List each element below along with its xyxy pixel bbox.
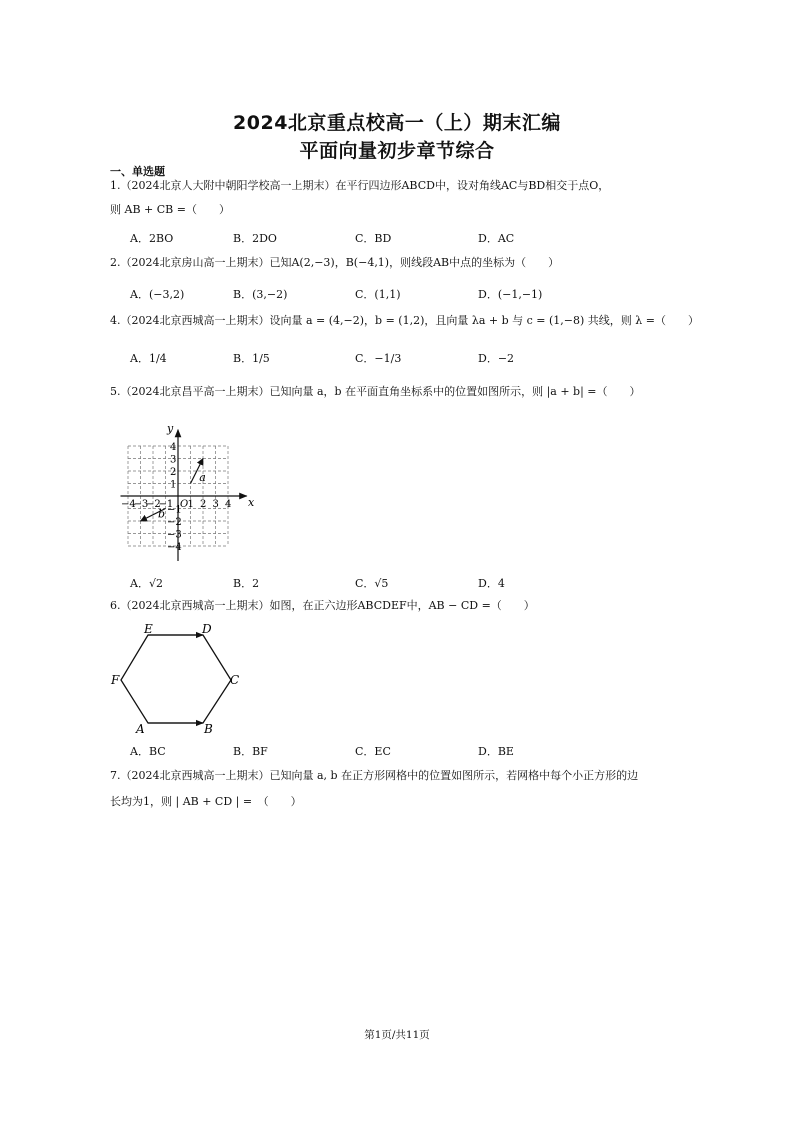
y-tick-label: 2: [170, 467, 177, 478]
y-tick-label: 3: [170, 454, 177, 466]
question-2-option-b: B．(3,−2): [233, 288, 288, 301]
question-1-option-b: B．2DO: [233, 232, 277, 245]
vector-b-label: b: [158, 507, 166, 521]
x-tick-label: −1: [158, 499, 174, 510]
y-tick-label: −1: [167, 504, 182, 516]
vertex-label-e: E: [144, 622, 153, 636]
page-subtitle: 平面向量初步章节综合: [299, 140, 495, 162]
question-1-stem: 1.（2024北京人大附中朝阳学校高一上期末）在平行四边形ABCD中，设对角线AC与BD相交于点O，: [110, 179, 610, 192]
y-tick-label: 1: [170, 479, 177, 491]
y-axis-label: y: [167, 421, 174, 435]
question-6-option-b: B．BF: [233, 745, 268, 758]
page-footer: 第1页/共11页: [364, 1029, 430, 1041]
y-tick-label: −4: [167, 542, 182, 553]
question-5-option-a: A．√2: [130, 577, 163, 590]
question-2-option-d: D．(−1,−1): [478, 288, 543, 301]
question-6-option-d: D．BE: [478, 745, 514, 758]
question-1-option-c: C．BD: [355, 232, 392, 245]
origin-label: O: [180, 499, 189, 510]
question-7-stem: 7.（2024北京西城高一上期末）已知向量 a, b 在正方形网格中的位置如图所示，若网格中每个小正方形的边: [110, 769, 639, 782]
question-1-stem-cont: 则 AB + CB =（ ）: [110, 203, 230, 216]
question-6-stem: 6.（2024北京西城高一上期末）如图，在正六边形ABCDEF中，AB − CD =（ ）: [110, 599, 535, 612]
vector-a-label: a: [199, 471, 206, 484]
x-tick-label: 3: [212, 499, 219, 510]
x-tick-label: −4: [121, 499, 136, 510]
vertex-label-b: B: [204, 722, 213, 736]
section-heading: 一、单选题: [110, 165, 165, 178]
question-1-option-a: A．2BO: [130, 232, 174, 245]
x-axis-label: x: [248, 496, 255, 509]
vertex-label-d: D: [202, 622, 212, 636]
question-6-option-a: A．BC: [130, 745, 166, 758]
question-2-option-a: A．(−3,2): [130, 288, 185, 301]
hexagon-figure: [108, 618, 248, 738]
x-tick-label: 4: [225, 499, 232, 510]
question-5-option-c: C．√5: [355, 577, 389, 590]
question-4-stem: 4.（2024北京西城高一上期末）设向量 a = (4,−2)，b = (1,2)，且向量 λa + b 与 c = (1,−8) 共线，则 λ =（ ）: [110, 314, 699, 327]
x-tick-label: 2: [200, 499, 207, 510]
question-1-option-d: D．AC: [478, 232, 515, 245]
vertex-label-a: A: [136, 722, 145, 736]
y-tick-label: −3: [167, 529, 182, 541]
hexagon-outline: [121, 635, 231, 723]
x-tick-label: 1: [187, 499, 194, 510]
coordinate-grid-figure: [108, 412, 268, 568]
vertex-label-f: F: [111, 673, 120, 687]
question-4-option-b: B．1/5: [233, 352, 270, 365]
question-5-stem: 5.（2024北京昌平高一上期末）已知向量 a，b 在平面直角坐标系中的位置如图所示，则 |a + b| =（ ）: [110, 385, 641, 398]
y-tick-label: −2: [167, 517, 182, 528]
page-title: 2024北京重点校高一（上）期末汇编: [233, 112, 561, 134]
x-tick-label: −2: [146, 499, 161, 510]
question-4-option-d: D．−2: [478, 352, 515, 365]
vertex-label-c: C: [230, 673, 240, 687]
x-tick-label: −3: [133, 499, 149, 510]
question-5-option-d: D．4: [478, 577, 505, 590]
question-4-option-c: C．−1/3: [355, 352, 402, 365]
question-2-option-c: C．(1,1): [355, 288, 401, 301]
question-7-stem-cont: 长均为1，则 | AB + CD | = （ ）: [110, 795, 302, 808]
question-6-option-c: C．EC: [355, 745, 391, 758]
question-4-option-a: A．1/4: [130, 352, 167, 365]
question-2-stem: 2.（2024北京房山高一上期末）已知A(2,−3)，B(−4,1)，则线段AB中点的坐标为（ ）: [110, 256, 560, 269]
question-5-option-b: B．2: [233, 577, 260, 590]
y-tick-label: 4: [170, 442, 177, 453]
